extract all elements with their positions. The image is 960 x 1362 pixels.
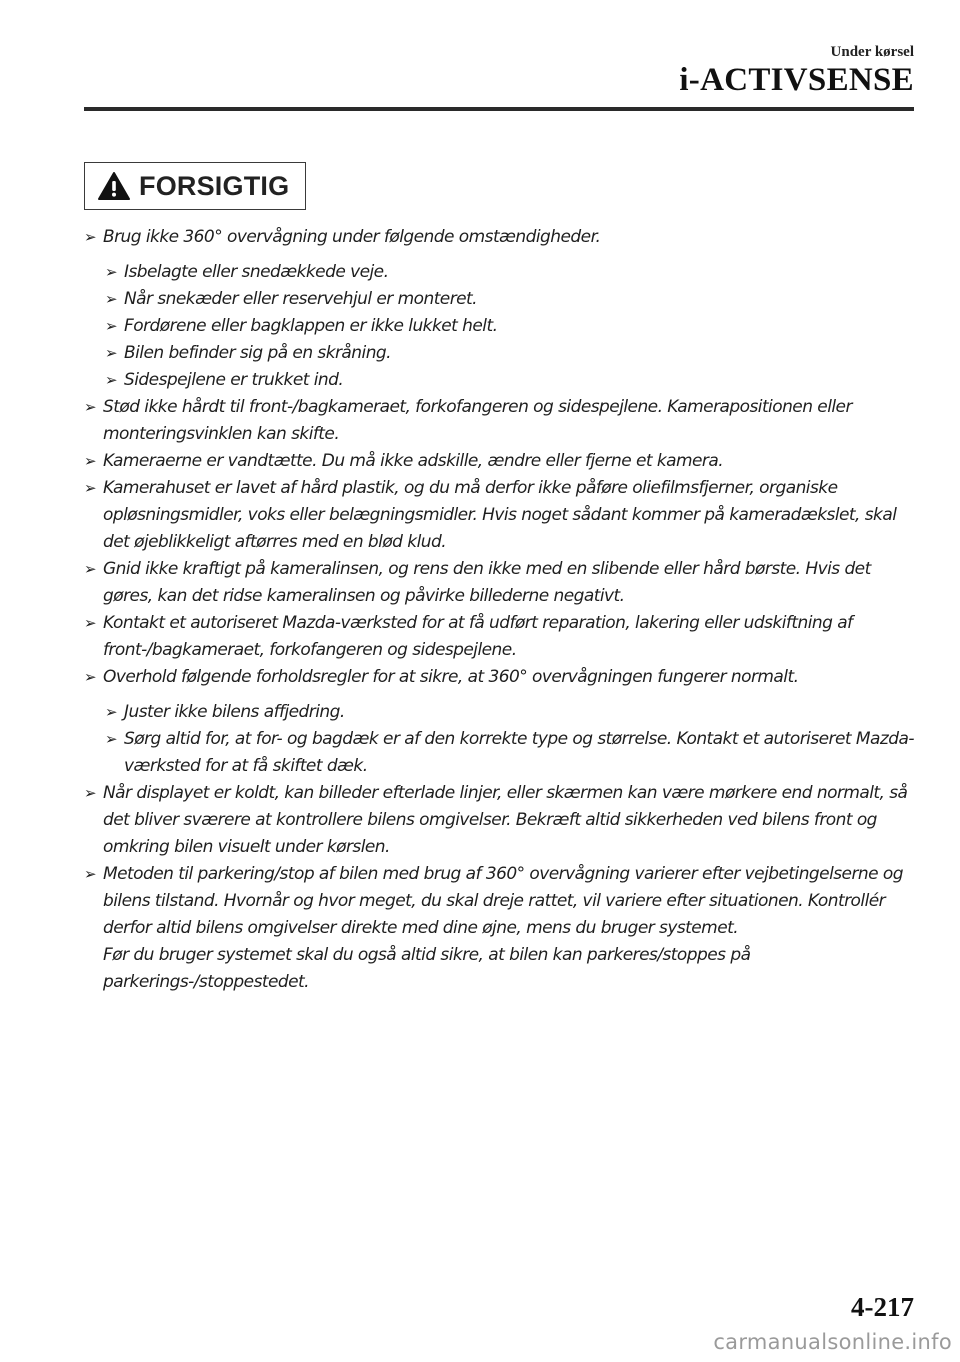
arrow-bullet-icon: ➢	[105, 263, 118, 281]
list-item	[84, 556, 916, 610]
arrow-bullet-icon: ➢	[84, 452, 97, 470]
sub-item-text: Når snekæder eller reservehjul er monteret.	[124, 289, 478, 309]
item-text: Kamerahuset er lavet af hård plastik, og du må derfor ikke påføre oliefilmsfjerner, organiske opløsningsmidler, voks eller belægningsmidler. Hvis noget sådant kommer på kameradækslet, skal det øjeblikkeligt aftørres med en blød klud.	[103, 478, 897, 552]
sub-item-text: Fordørene eller bagklappen er ikke lukket helt.	[124, 316, 498, 336]
arrow-bullet-icon: ➢	[105, 730, 118, 748]
item-text: Metoden til parkering/stop af bilen med brug af 360° overvågning varierer efter vejbetingelserne og bilens tilstand. Hvornår og hvor meget, du skal dreje rattet, vil variere efter situationen. Kontrollér derfor altid bilens omgivelser direkte med dine øjne, mens du bruger systemet.	[103, 864, 903, 938]
item-text: Overhold følgende forholdsregler for at sikre, at 360° overvågningen fungerer normalt.	[103, 667, 799, 687]
section-title: Under kørsel	[830, 44, 914, 60]
caution-content	[84, 224, 916, 996]
arrow-bullet-icon: ➢	[84, 560, 97, 578]
item-text: Kontakt et autoriseret Mazda-værksted for at få udført reparation, lakering eller udskiftning af front-/bagkameraet, forkofangeren og sidespejlene.	[103, 613, 853, 660]
arrow-bullet-icon: ➢	[105, 290, 118, 308]
item-text: Når displayet er koldt, kan billeder efterlade linjer, eller skærmen kan være mørkere end normalt, så det bliver sværere at kontrollere bilens omgivelser. Bekræft altid sikkerheden ved bilens front og omkring bilen visuelt under kørslen.	[103, 783, 908, 857]
arrow-bullet-icon: ➢	[105, 317, 118, 335]
page-number: 4-217	[851, 1292, 914, 1322]
list-item	[84, 394, 916, 448]
sub-item-text: Juster ikke bilens affjedring.	[124, 702, 345, 722]
list-item	[84, 861, 916, 996]
warning-triangle-icon	[97, 171, 131, 201]
sub-item-text: Sidespejlene er trukket ind.	[124, 370, 344, 390]
arrow-bullet-icon: ➢	[84, 479, 97, 497]
watermark: carmanualsonline.info	[713, 1330, 952, 1354]
sub-item-text: Isbelagte eller snedækkede veje.	[124, 262, 389, 282]
item-text: Kameraerne er vandtætte. Du må ikke adskille, ændre eller fjerne et kamera.	[103, 451, 724, 471]
list-item	[84, 780, 916, 861]
caution-list	[84, 224, 916, 996]
arrow-bullet-icon: ➢	[84, 398, 97, 416]
arrow-bullet-icon: ➢	[84, 228, 97, 246]
caution-box	[84, 162, 306, 210]
list-item	[84, 610, 916, 664]
arrow-bullet-icon: ➢	[84, 784, 97, 802]
arrow-bullet-icon: ➢	[84, 865, 97, 883]
sub-list-item	[105, 313, 916, 340]
arrow-bullet-icon: ➢	[105, 344, 118, 362]
arrow-bullet-icon: ➢	[105, 371, 118, 389]
arrow-bullet-icon: ➢	[84, 668, 97, 686]
sub-list-item	[105, 259, 916, 286]
sub-list	[105, 699, 916, 780]
arrow-bullet-icon: ➢	[84, 614, 97, 632]
sub-list-item	[105, 367, 916, 394]
header-rule	[84, 107, 914, 111]
sub-list-item	[105, 340, 916, 367]
item-text: Brug ikke 360° overvågning under følgende omstændigheder.	[103, 227, 601, 247]
list-item	[84, 664, 916, 780]
list-item	[84, 475, 916, 556]
chapter-title: i-ACTIVSENSE	[679, 62, 914, 98]
sub-list-item	[105, 286, 916, 313]
list-item	[84, 224, 916, 394]
caution-title: FORSIGTIG	[139, 170, 290, 201]
sub-item-text: Bilen befinder sig på en skråning.	[124, 343, 392, 363]
sub-item-text: Sørg altid for, at for- og bagdæk er af den korrekte type og størrelse. Kontakt et autoriseret Mazda-værksted for at få skiftet dæk.	[124, 729, 914, 776]
arrow-bullet-icon: ➢	[105, 703, 118, 721]
item-text: Gnid ikke kraftigt på kameralinsen, og rens den ikke med en slibende eller hård børste. Hvis det gøres, kan det ridse kameralinsen og påvirke billederne negativt.	[103, 559, 871, 606]
sub-list-item	[105, 699, 916, 726]
sub-list-item	[105, 726, 916, 780]
item-text: Stød ikke hårdt til front-/bagkameraet, forkofangeren og sidespejlene. Kamerapositionen eller monteringsvinklen kan skifte.	[103, 397, 852, 444]
item-extra-text: Før du bruger systemet skal du også altid sikre, at bilen kan parkeres/stoppes på parkerings-/stoppestedet.	[103, 945, 751, 992]
list-item	[84, 448, 916, 475]
sub-list	[105, 259, 916, 394]
